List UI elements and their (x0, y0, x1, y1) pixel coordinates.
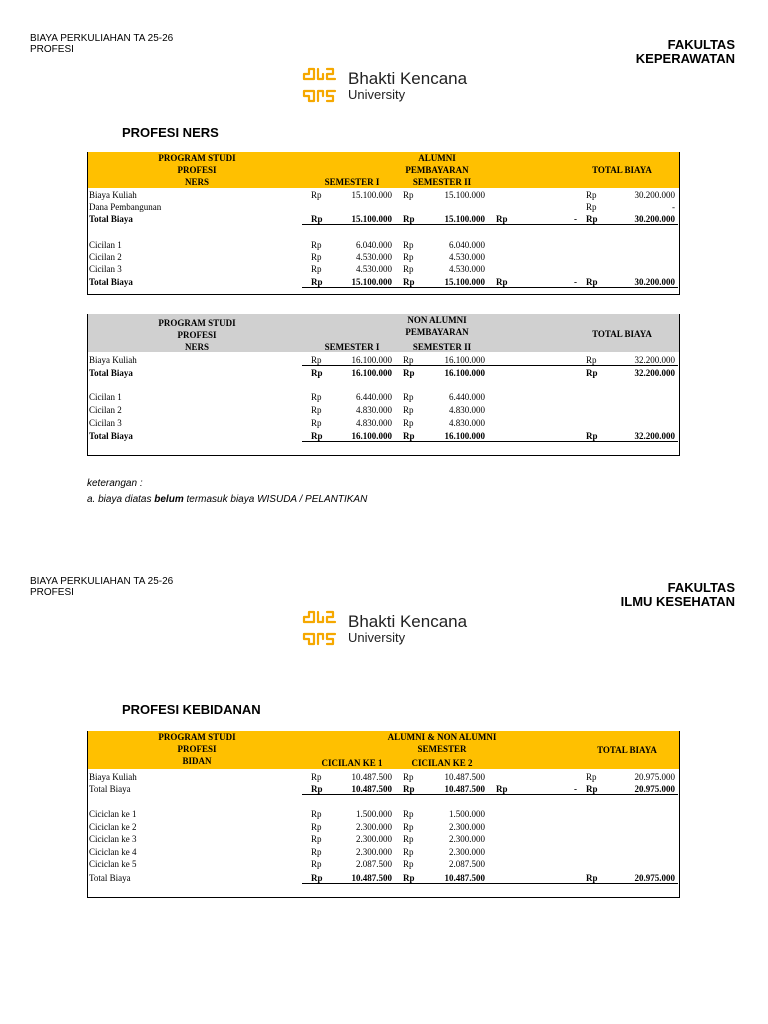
cell-rp4: Rp (586, 431, 598, 441)
faculty-header-line: FAKULTAS (667, 580, 735, 595)
cell-v1: 16.100.000 (351, 431, 392, 441)
cell-dash: - (574, 277, 577, 287)
table-row (87, 201, 680, 213)
header-program-studi: PROGRAM STUDI PROFESI NERS (158, 153, 236, 187)
table-row (87, 858, 680, 870)
cell-rp2: Rp (403, 392, 414, 402)
table-row (87, 808, 680, 820)
header-installment-1: CICILAN KE 1 (321, 758, 383, 768)
cell-rp2: Rp (403, 784, 415, 794)
cell-rp2: Rp (403, 772, 414, 782)
cell-v2: 2.300.000 (449, 834, 485, 844)
total-rule (302, 365, 678, 366)
cell-rp4: Rp (586, 772, 597, 782)
header-installment-2: CICILAN KE 2 (411, 758, 473, 768)
cell-v4: 30.200.000 (634, 277, 675, 287)
logo-subtitle: University (348, 629, 406, 645)
cell-v1: 10.487.500 (351, 784, 392, 794)
doc-header-line: BIAYA PERKULIAHAN TA 25-26 (30, 33, 174, 44)
doc-header-left (30, 576, 173, 598)
row-label: Biaya Kuliah (89, 190, 137, 200)
total-rule (302, 224, 678, 225)
header-total: TOTAL BIAYA (592, 329, 652, 339)
cell-rp4: Rp (586, 214, 598, 224)
logo-mark-icon (300, 64, 342, 106)
cell-v1: 16.100.000 (351, 355, 392, 365)
row-label: Ciciclan ke 2 (89, 822, 137, 832)
header-total: TOTAL BIAYA (597, 745, 657, 755)
header-program-studi: PROGRAM STUDI PROFESI NERS (158, 318, 236, 352)
cell-rp2: Rp (403, 418, 414, 428)
cell-v2: 4.530.000 (449, 252, 485, 262)
table-row (87, 821, 680, 833)
row-label: Ciciclan ke 3 (89, 834, 137, 844)
table-row (87, 239, 680, 251)
faculty-name: ILMU KESEHATAN (620, 594, 735, 609)
logo-name: Bhakti Kencana (348, 68, 468, 88)
cell-rp2: Rp (403, 355, 414, 365)
note (87, 476, 367, 508)
cell-v4: 30.200.000 (634, 214, 675, 224)
cell-rp2: Rp (403, 847, 414, 857)
cell-v1: 10.487.500 (351, 873, 392, 883)
cell-v4: 32.200.000 (634, 355, 675, 365)
table-bottom-border (87, 897, 680, 898)
table-row (87, 251, 680, 263)
university-logo (300, 607, 467, 649)
cell-v1: 1.500.000 (356, 809, 392, 819)
table-bottom-border (87, 455, 680, 456)
cell-v1: 16.100.000 (351, 368, 392, 378)
cell-v2: 16.100.000 (444, 431, 485, 441)
logo-mark-icon (300, 607, 342, 649)
doc-header-line: PROFESI (30, 587, 74, 598)
cell-rp1: Rp (311, 809, 322, 819)
cell-rp4: Rp (586, 368, 598, 378)
cell-v2: 6.040.000 (449, 240, 485, 250)
cell-v2: 10.487.500 (444, 772, 485, 782)
cell-v2: 15.100.000 (444, 214, 485, 224)
row-label: Total Biaya (89, 431, 133, 441)
row-label: Cicilan 3 (89, 264, 122, 274)
cell-rp1: Rp (311, 822, 322, 832)
cell-rp1: Rp (311, 405, 322, 415)
cell-rp4: Rp (586, 190, 597, 200)
section-title: PROFESI NERS (122, 125, 219, 140)
cell-v2: 2.300.000 (449, 847, 485, 857)
faculty-name: KEPERAWATAN (635, 51, 735, 66)
cell-rp1: Rp (311, 190, 322, 200)
cell-v1: 2.087.500 (356, 859, 392, 869)
cell-rp4: Rp (586, 355, 597, 365)
cell-rp2: Rp (403, 822, 414, 832)
cell-v2: 6.440.000 (449, 392, 485, 402)
cell-v1: 2.300.000 (356, 834, 392, 844)
total-rule (302, 441, 678, 442)
header-total: TOTAL BIAYA (592, 165, 652, 175)
header-semester-1: SEMESTER I (324, 177, 380, 187)
total-rule (302, 287, 678, 288)
cell-rp2: Rp (403, 190, 414, 200)
cell-rp1: Rp (311, 834, 322, 844)
cell-rp2: Rp (403, 252, 414, 262)
cell-v2: 16.100.000 (444, 355, 485, 365)
cell-v1: 6.440.000 (356, 392, 392, 402)
doc-header-line: PROFESI (30, 44, 74, 55)
note-title: keterangan : (87, 478, 143, 489)
cell-v2: 15.100.000 (444, 277, 485, 287)
total-rule (302, 794, 678, 795)
cell-v2: 4.830.000 (449, 418, 485, 428)
cell-v1: 15.100.000 (351, 277, 392, 287)
section-title: PROFESI KEBIDANAN (122, 702, 261, 717)
logo-name: Bhakti Kencana (348, 611, 468, 631)
table-row (87, 189, 680, 201)
cell-rp1: Rp (311, 859, 322, 869)
cell-rp2: Rp (403, 431, 415, 441)
cell-rp1: Rp (311, 847, 322, 857)
cell-rp1: Rp (311, 264, 322, 274)
cell-rp1: Rp (311, 392, 322, 402)
header-semester-1: SEMESTER I (324, 342, 380, 352)
faculty-header (621, 581, 735, 609)
cell-rp2: Rp (403, 240, 414, 250)
cell-rp2: Rp (403, 873, 415, 883)
cell-rp1: Rp (311, 873, 323, 883)
cell-dash: - (574, 784, 577, 794)
cell-v2: 4.530.000 (449, 264, 485, 274)
table-row (87, 367, 680, 379)
row-label: Total Biaya (89, 277, 133, 287)
faculty-header-line: FAKULTAS (667, 37, 735, 52)
row-label: Cicilan 1 (89, 240, 122, 250)
cell-v2: 1.500.000 (449, 809, 485, 819)
cell-rp2: Rp (403, 809, 414, 819)
row-label: Biaya Kuliah (89, 355, 137, 365)
row-label: Ciciclan ke 4 (89, 847, 137, 857)
cell-rp1: Rp (311, 431, 323, 441)
cell-rp1: Rp (311, 772, 322, 782)
cell-v4: 30.200.000 (634, 190, 675, 200)
row-label: Total Biaya (89, 873, 131, 883)
table-row (87, 771, 680, 783)
header-program-studi: PROGRAM STUDI PROFESI BIDAN (158, 732, 236, 766)
row-label: Cicilan 3 (89, 418, 122, 428)
cell-rp1: Rp (311, 355, 322, 365)
cell-rp2: Rp (403, 264, 414, 274)
table-row (87, 846, 680, 858)
row-label: Dana Pembangunan (89, 202, 162, 212)
cell-v2: 16.100.000 (444, 368, 485, 378)
cell-v1: 4.830.000 (356, 405, 392, 415)
cell-v4: 20.975.000 (634, 784, 675, 794)
row-label: Cicilan 2 (89, 405, 122, 415)
header-semester-2: SEMESTER II (412, 177, 472, 187)
cell-v4: 32.200.000 (634, 431, 675, 441)
cell-v1: 6.040.000 (356, 240, 392, 250)
row-label: Total Biaya (89, 368, 133, 378)
cell-v2: 10.487.500 (444, 873, 485, 883)
cell-rp1: Rp (311, 214, 323, 224)
cell-rp2: Rp (403, 214, 415, 224)
cell-rp4: Rp (586, 202, 597, 212)
cell-v1: 4.830.000 (356, 418, 392, 428)
cell-rp1: Rp (311, 784, 323, 794)
table-row (87, 391, 680, 403)
row-label: Cicilan 1 (89, 392, 122, 402)
table-row (87, 417, 680, 429)
cell-v1: 4.530.000 (356, 264, 392, 274)
fee-table-non-alumni (87, 314, 680, 456)
cell-rp4: Rp (586, 873, 598, 883)
table-row (87, 263, 680, 275)
row-label: Ciciclan ke 1 (89, 809, 137, 819)
cell-v4: 32.200.000 (634, 368, 675, 378)
cell-v1: 2.300.000 (356, 847, 392, 857)
row-label: Biaya Kuliah (89, 772, 137, 782)
cell-rp3: Rp (496, 784, 508, 794)
cell-rp1: Rp (311, 240, 322, 250)
faculty-header (636, 38, 735, 66)
cell-rp2: Rp (403, 859, 414, 869)
header-category: ALUMNI & NON ALUMNI SEMESTER (387, 732, 497, 754)
table-bottom-border (87, 294, 680, 295)
row-label: Total Biaya (89, 784, 131, 794)
cell-rp4: Rp (586, 784, 598, 794)
row-label: Ciciclan ke 5 (89, 859, 137, 869)
cell-v4: 20.975.000 (634, 772, 675, 782)
cell-rp1: Rp (311, 252, 322, 262)
header-semester-2: SEMESTER II (412, 342, 472, 352)
cell-v1: 4.530.000 (356, 252, 392, 262)
cell-v2: 10.487.500 (444, 784, 485, 794)
logo-subtitle: University (348, 86, 406, 102)
cell-v4: 20.975.000 (634, 873, 675, 883)
doc-header-left (30, 33, 173, 55)
row-label: Cicilan 2 (89, 252, 122, 262)
header-category: ALUMNI PEMBAYARAN (405, 153, 469, 175)
cell-rp4: Rp (586, 277, 598, 287)
cell-rp3: Rp (496, 277, 508, 287)
cell-v1: 15.100.000 (351, 214, 392, 224)
doc-header-line: BIAYA PERKULIAHAN TA 25-26 (30, 576, 174, 587)
table-row (87, 833, 680, 845)
cell-rp2: Rp (403, 368, 415, 378)
cell-dash: - (574, 214, 577, 224)
cell-v1: 10.487.500 (351, 772, 392, 782)
cell-v2: 2.300.000 (449, 822, 485, 832)
total-rule (302, 883, 678, 884)
university-logo (300, 64, 467, 106)
header-category: NON ALUMNI PEMBAYARAN (405, 315, 469, 337)
cell-rp2: Rp (403, 277, 415, 287)
cell-v2: 15.100.000 (444, 190, 485, 200)
cell-v2: 4.830.000 (449, 405, 485, 415)
cell-rp2: Rp (403, 834, 414, 844)
fee-table-alumni (87, 152, 680, 295)
cell-v2: 2.087.500 (449, 859, 485, 869)
cell-v1: 15.100.000 (351, 190, 392, 200)
note-line: a. biaya diatas belum termasuk biaya WISUDA / PELANTIKAN (87, 494, 368, 505)
cell-v4: - (672, 202, 675, 212)
cell-rp2: Rp (403, 405, 414, 415)
fee-table-kebidanan (87, 731, 680, 898)
table-row (87, 404, 680, 416)
row-label: Total Biaya (89, 214, 133, 224)
cell-rp1: Rp (311, 277, 323, 287)
cell-v1: 2.300.000 (356, 822, 392, 832)
cell-rp3: Rp (496, 214, 508, 224)
cell-rp1: Rp (311, 418, 322, 428)
cell-rp1: Rp (311, 368, 323, 378)
